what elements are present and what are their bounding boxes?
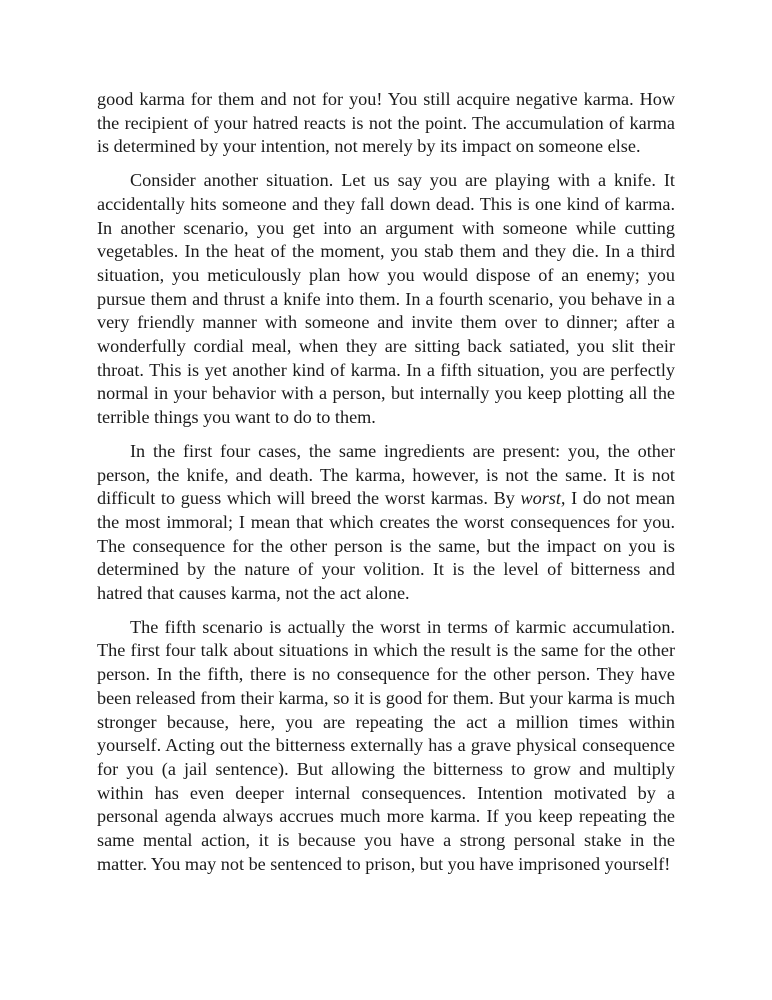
paragraph-3: [97, 440, 675, 606]
paragraph-2: [97, 169, 675, 430]
paragraph-1: [97, 88, 675, 159]
paragraph-3-text-end: I do not mean the most immoral; I mean that which creates the worst consequences for you. The consequence for the other person is the same, but the impact on you is determined by the nature of your volition. It is the level of bitterness and hatred that causes karma, not the act alone.: [97, 488, 675, 604]
paragraph-3-text-start: In the first four cases, the same ingredients are present: you, the other person, the knife, and death. The karma, however, is not the same. It is not difficult to guess which will breed the worst karmas. By: [97, 440, 675, 509]
paragraph-4-text: The fifth scenario is actually the worst in terms of karmic accumulation. The first four talk about situations in which the result is the same for the other person. In the fifth, there is no consequence for the other person. They have been released from their karma, so it is good for them. But your karma is much stronger because, here, you are repeating the act a million times within yourself. Acting out the bitterness externally has a grave physical consequence for you (a jail sentence). But allowing the bitterness to grow and multiply within has even deeper internal consequences. Intention motivated by a personal agenda always accrues much more karma. If you keep repeating the same mental action, it is because you have a strong personal stake in the matter. You may not be sentenced to prison, but you have imprisoned yourself!: [97, 616, 675, 874]
book-page-body: [97, 88, 675, 877]
emphasis-worst: worst,: [520, 488, 566, 509]
paragraph-2-text: Consider another situation. Let us say you are playing with a knife. It accidentally hits someone and they fall down dead. This is one kind of karma. In another scenario, you get into an argument with someone while cutting vegetables. In the heat of the moment, you stab them and they die. In a third situation, you meticulously plan how you would dispose of an enemy; you pursue them and thrust a knife into them. In a fourth scenario, you behave in a very friendly manner with someone and invite them over to dinner; after a wonderfully cordial meal, when they are sitting back satiated, you slit their throat. This is yet another kind of karma. In a fifth situation, you are perfectly normal in your behavior with a person, but internally you keep plotting all the terrible things you want to do to them.: [97, 170, 675, 428]
paragraph-4: [97, 616, 675, 877]
paragraph-1-text: good karma for them and not for you! You still acquire negative karma. How the recipient of your hatred reacts is not the point. The accumulation of karma is determined by your intention, not merely by its impact on someone else.: [97, 89, 675, 157]
